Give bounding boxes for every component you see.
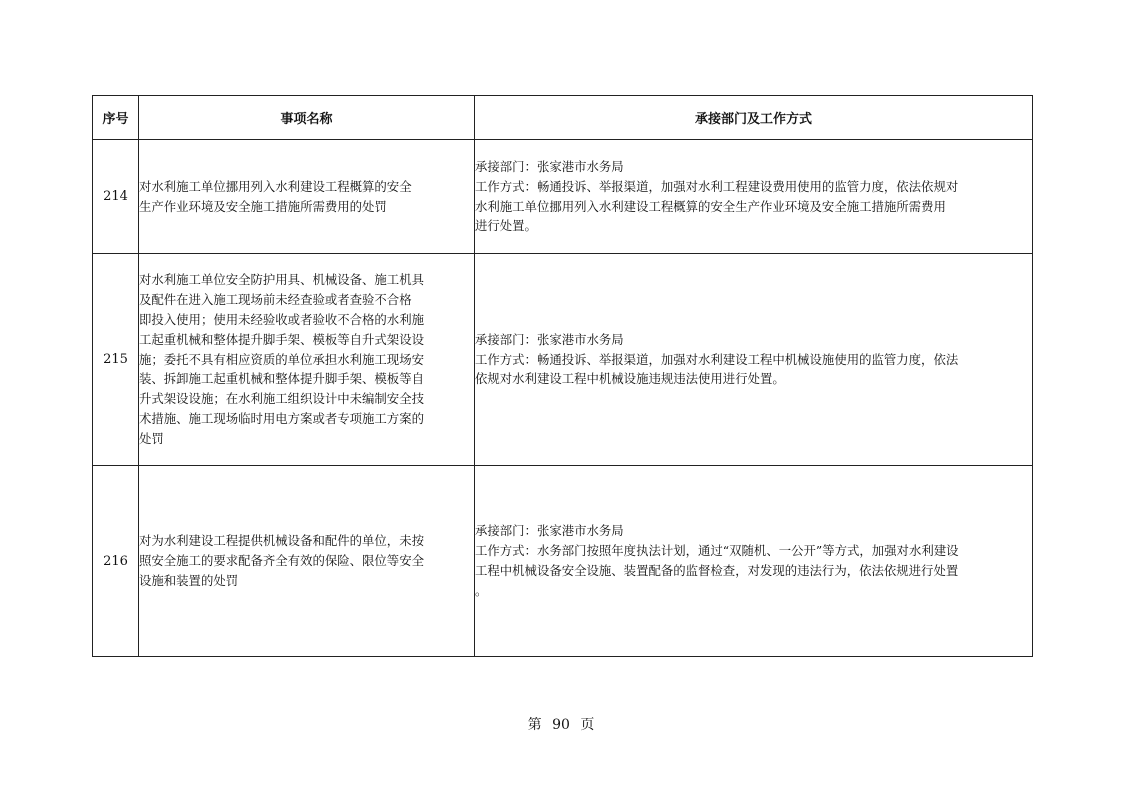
table-row: [93, 466, 1033, 657]
text-line: 装、拆卸施工起重机械和整体提升脚手架、模板等自: [139, 371, 424, 387]
text-line: 水利施工单位挪用列入水利建设工程概算的安全生产作业环境及安全施工措施所需费用: [475, 198, 946, 214]
text-line: 及配件在进入施工现场前未经查验或者查验不合格: [139, 292, 412, 308]
text-line: 依规对水利建设工程中机械设施违规违法使用进行处置。: [475, 371, 785, 387]
text-line: 设施和装置的处罚: [139, 572, 239, 588]
page-footer: [0, 714, 1122, 734]
text-line: 工起重机械和整体提升脚手架、模板等自升式架设设: [139, 331, 424, 347]
row-item-name: [139, 466, 475, 657]
text-line: 即投入使用；使用未经验收或者验收不合格的水利施: [139, 312, 424, 327]
header-item-name: 事项名称: [139, 96, 475, 140]
row-serial-number: 216: [93, 466, 139, 657]
text-line: 对水利施工单位安全防护用具、机械设备、施工机具: [139, 272, 424, 288]
items-table: [92, 95, 1033, 657]
header-department-method: 承接部门及工作方式: [475, 96, 1033, 140]
text-line: 术措施、施工现场临时用电方案或者专项施工方案的: [139, 410, 424, 426]
row-department-method: [475, 140, 1033, 254]
text-line: 照安全施工的要求配备齐全有效的保险、限位等安全: [139, 553, 424, 569]
text-line: 工作方式：畅通投诉、举报渠道，加强对水利建设工程中机械设施使用的监管力度，依法: [475, 351, 959, 367]
row-item-name: [139, 140, 475, 254]
header-serial-number: 序号: [93, 96, 139, 140]
text-line: 承接部门：张家港市水务局: [475, 523, 624, 539]
row-item-name: [139, 254, 475, 466]
row-serial-number: 214: [93, 140, 139, 254]
text-line: 对为水利建设工程提供机械设备和配件的单位，未按: [139, 533, 424, 549]
table-row: [93, 254, 1033, 466]
table-row: [93, 140, 1033, 254]
text-line: 工程中机械设备安全设施、装置配备的监督检查，对发现的违法行为，依法依规进行处置: [475, 563, 959, 578]
text-line: 工作方式：水务部门按照年度执法计划，通过“双随机、一公开”等方式，加强对水利建设: [475, 543, 959, 559]
row-department-method: [475, 466, 1033, 657]
row-department-method: [475, 254, 1033, 466]
text-line: 生产作业环境及安全施工措施所需费用的处罚: [139, 198, 387, 214]
table-header-row: [93, 96, 1033, 140]
text-line: 施；委托不具有相应资质的单位承担水利施工现场安: [139, 351, 424, 367]
text-line: 承接部门：张家港市水务局: [475, 158, 624, 174]
text-line: 。: [475, 582, 488, 598]
text-line: 升式架设设施；在水利施工组织设计中未编制安全技: [139, 391, 424, 407]
text-line: 处罚: [139, 430, 164, 446]
page-number-prefix: 第: [527, 717, 542, 733]
text-line: 进行处置。: [475, 218, 537, 234]
page-number-suffix: 页: [580, 717, 595, 733]
text-line: 对水利施工单位挪用列入水利建设工程概算的安全: [139, 178, 412, 194]
row-serial-number: 215: [93, 254, 139, 466]
text-line: 工作方式：畅通投诉、举报渠道，加强对水利工程建设费用使用的监管力度，依法依规对: [475, 178, 959, 194]
page-number: 90: [552, 717, 570, 733]
text-line: 承接部门：张家港市水务局: [475, 331, 624, 347]
